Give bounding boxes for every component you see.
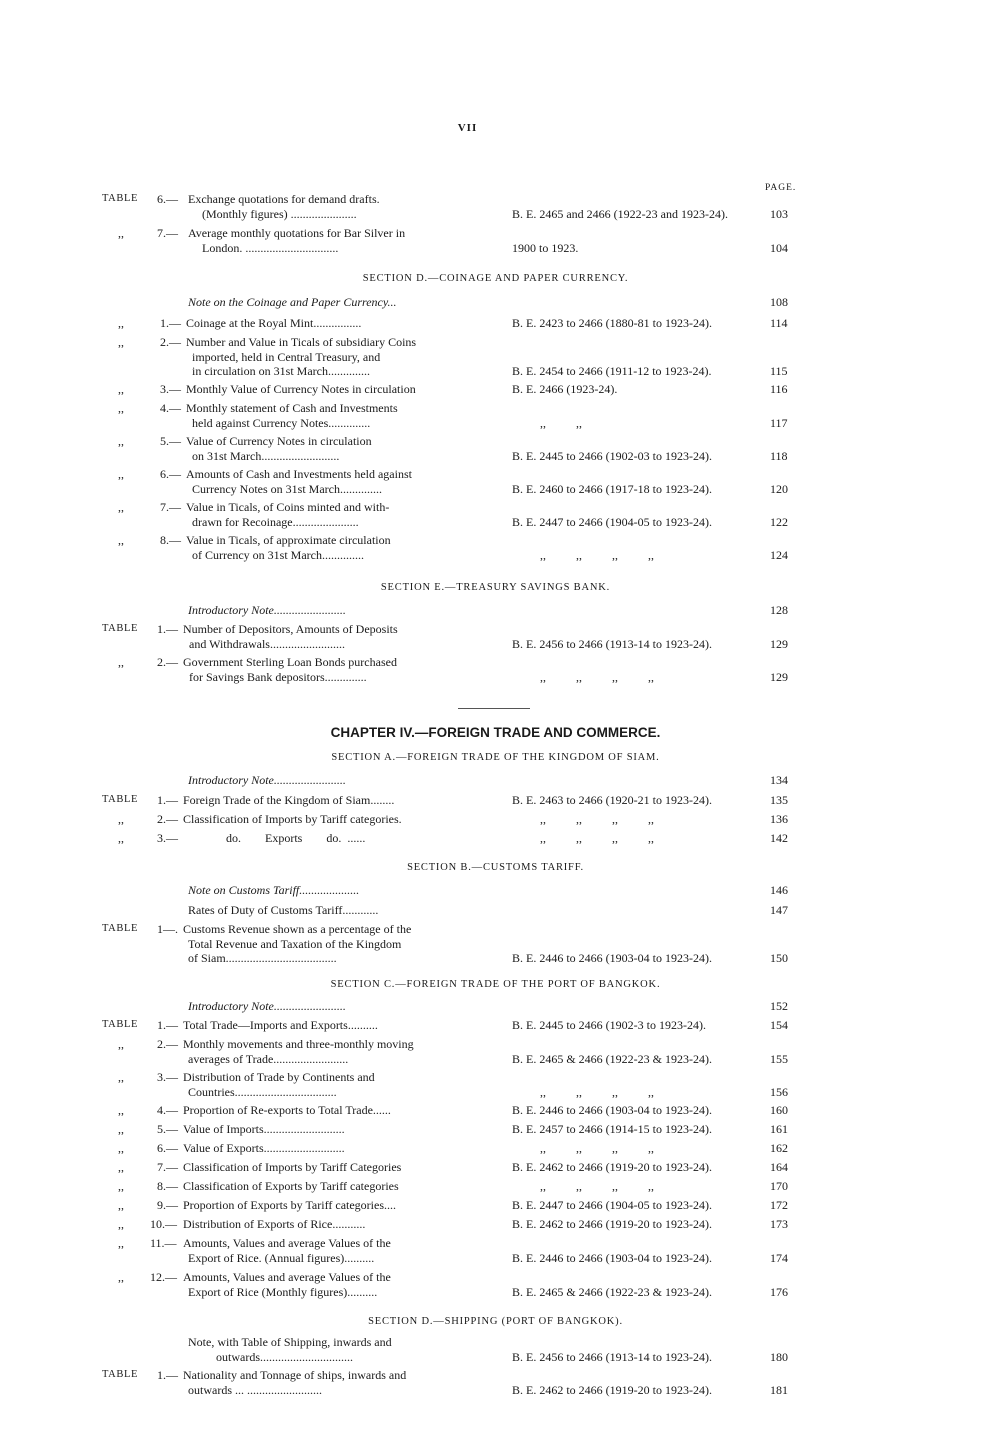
table-label: TABLE — [102, 1019, 138, 1030]
table-label: ,, — [118, 1037, 124, 1051]
table-label: ,, — [118, 1179, 124, 1193]
entry-number: 4.— — [160, 401, 181, 415]
entry-description: Value in Ticals, of approximate circulation of Currency on 31st March.............. — [186, 533, 391, 562]
section-heading: SECTION A.—FOREIGN TRADE OF THE KINGDOM OF SIAM. — [331, 752, 660, 763]
entry-page: 181 — [770, 1383, 788, 1397]
entry-period: B. E. 2446 to 2466 (1903-04 to 1923-24). — [512, 1251, 712, 1265]
entry-description: Classification of Imports by Tariff categories. — [183, 812, 402, 826]
entry-period: B. E. 2465 and 2466 (1922-23 and 1923-24). — [512, 207, 728, 221]
page-number: VII — [457, 122, 478, 134]
entry-number: 11.— — [150, 1236, 177, 1250]
entry-description: Rates of Duty of Customs Tariff............ — [188, 903, 379, 917]
table-label: ,, — [118, 1217, 124, 1231]
entry-description: Proportion of Exports by Tariff categories.... — [183, 1198, 397, 1212]
table-label: ,, — [118, 316, 124, 330]
entry-period: B. E. 2465 & 2466 (1922-23 & 1923-24). — [512, 1052, 712, 1066]
entry-description: Amounts of Cash and Investments held against Currency Notes on 31st March.............. — [186, 467, 412, 496]
table-label: ,, — [118, 226, 124, 240]
entry-description: Classification of Imports by Tariff Categories — [183, 1160, 402, 1174]
entry-description: Number of Depositors, Amounts of Deposits and Withdrawals......................... — [183, 622, 398, 651]
entry-number: 1.— — [157, 1368, 178, 1382]
entry-period: ,, ,, ,, ,, — [540, 1141, 654, 1155]
entry-page: 129 — [770, 637, 788, 651]
entry-page: 124 — [770, 548, 788, 562]
entry-number: 12.— — [150, 1270, 177, 1284]
entry-page: 152 — [770, 999, 788, 1013]
entry-page: 164 — [770, 1160, 788, 1174]
entry-page: 136 — [770, 812, 788, 826]
entry-number: 1.— — [157, 622, 178, 636]
entry-description: Monthly movements and three-monthly moving averages of Trade......................... — [183, 1037, 414, 1066]
entry-number: 8.— — [160, 533, 181, 547]
table-label: ,, — [118, 1198, 124, 1212]
entry-period: B. E. 2466 (1923-24). — [512, 382, 618, 396]
table-label: ,, — [118, 1236, 124, 1250]
entry-period: B. E. 2445 to 2466 (1902-03 to 1923-24). — [512, 449, 712, 463]
section-heading: SECTION D.—SHIPPING (PORT OF BANGKOK). — [368, 1316, 623, 1327]
entry-period: B. E. 2456 to 2466 (1913-14 to 1923-24). — [512, 637, 712, 651]
entry-period: B. E. 2423 to 2466 (1880-81 to 1923-24). — [512, 316, 712, 330]
table-label: ,, — [118, 533, 124, 547]
entry-page: 120 — [770, 482, 788, 496]
table-label: ,, — [118, 401, 124, 415]
entry-number: 5.— — [160, 434, 181, 448]
table-label: ,, — [118, 1070, 124, 1084]
section-divider — [458, 708, 530, 709]
entry-number: 1.— — [160, 316, 181, 330]
entry-description: Exchange quotations for demand drafts. (Monthly figures) ...................... — [188, 192, 380, 221]
entry-description: Total Trade—Imports and Exports.......... — [183, 1018, 378, 1032]
entry-description: Customs Revenue shown as a percentage of the Total Revenue and Taxation of the Kingdom of Siam..................................... — [183, 922, 412, 965]
table-label: ,, — [118, 467, 124, 481]
entry-period: ,, ,, ,, ,, — [540, 1085, 654, 1099]
table-label: ,, — [118, 382, 124, 396]
entry-period: B. E. 2447 to 2466 (1904-05 to 1923-24). — [512, 1198, 712, 1212]
entry-page: 116 — [770, 382, 788, 396]
entry-page: 115 — [770, 364, 788, 378]
entry-description: Introductory Note........................ — [188, 999, 346, 1013]
entry-page: 172 — [770, 1198, 788, 1212]
entry-page: 150 — [770, 951, 788, 965]
entry-description: do. Exports do. ...... — [226, 831, 366, 845]
entry-page: 147 — [770, 903, 788, 917]
entry-page: 155 — [770, 1052, 788, 1066]
entry-description: Amounts, Values and average Values of the Export of Rice (Monthly figures).......... — [183, 1270, 391, 1299]
section-heading: SECTION D.—COINAGE AND PAPER CURRENCY. — [362, 273, 629, 284]
entry-period: 1900 to 1923. — [512, 241, 579, 255]
entry-number: 2.— — [157, 812, 178, 826]
entry-description: Nationality and Tonnage of ships, inwards and outwards ... ......................... — [183, 1368, 407, 1397]
entry-period: ,, ,, — [540, 416, 582, 430]
entry-page: 129 — [770, 670, 788, 684]
entry-period: B. E. 2446 to 2466 (1903-04 to 1923-24). — [512, 951, 712, 965]
entry-description: Monthly Value of Currency Notes in circulation — [186, 382, 416, 396]
entry-description: Value in Ticals, of Coins minted and with- drawn for Recoinage...................... — [186, 500, 390, 529]
entry-period: B. E. 2463 to 2466 (1920-21 to 1923-24). — [512, 793, 712, 807]
entry-number: 3.— — [160, 382, 181, 396]
entry-description: Foreign Trade of the Kingdom of Siam........ — [183, 793, 395, 807]
entry-period: ,, ,, ,, ,, — [540, 812, 654, 826]
entry-number: 6.— — [157, 192, 178, 206]
entry-period: B. E. 2457 to 2466 (1914-15 to 1923-24). — [512, 1122, 712, 1136]
entry-description: Value of Imports........................... — [183, 1122, 345, 1136]
entry-description: Note, with Table of Shipping, inwards and outwards............................... — [188, 1335, 392, 1364]
entry-page: 117 — [770, 416, 788, 430]
entry-number: 7.— — [157, 1160, 178, 1174]
table-label: ,, — [118, 1122, 124, 1136]
entry-number: 2.— — [157, 1037, 178, 1051]
entry-number: 1.— — [157, 793, 178, 807]
entry-page: 160 — [770, 1103, 788, 1117]
entry-description: Coinage at the Royal Mint................ — [186, 316, 362, 330]
entry-page: 180 — [770, 1350, 788, 1364]
entry-period: B. E. 2462 to 2466 (1919-20 to 1923-24). — [512, 1383, 712, 1397]
table-label: ,, — [118, 1270, 124, 1284]
entry-description: Distribution of Exports of Rice........... — [183, 1217, 366, 1231]
table-label: ,, — [118, 831, 124, 845]
entry-period: B. E. 2460 to 2466 (1917-18 to 1923-24). — [512, 482, 712, 496]
entry-number: 3.— — [157, 1070, 178, 1084]
entry-page: 146 — [770, 883, 788, 897]
entry-description: Introductory Note........................ — [188, 603, 346, 617]
entry-description: Proportion of Re-exports to Total Trade...... — [183, 1103, 391, 1117]
chapter-title: CHAPTER IV.—FOREIGN TRADE AND COMMERCE. — [330, 725, 661, 740]
entry-period: B. E. 2445 to 2466 (1902-3 to 1923-24). — [512, 1018, 706, 1032]
entry-description: Classification of Exports by Tariff categories — [183, 1179, 399, 1193]
entry-description: Distribution of Trade by Continents and Countries.................................. — [183, 1070, 375, 1099]
table-label: ,, — [118, 500, 124, 514]
entry-page: 122 — [770, 515, 788, 529]
section-heading: SECTION C.—FOREIGN TRADE OF THE PORT OF BANGKOK. — [330, 979, 661, 990]
entry-description: Number and Value in Ticals of subsidiary Coins imported, held in Central Treasury, and in circulation on 31st March.............. — [186, 335, 417, 378]
entry-description: Amounts, Values and average Values of the Export of Rice. (Annual figures).......... — [183, 1236, 391, 1265]
entry-page: 161 — [770, 1122, 788, 1136]
entry-page: 142 — [770, 831, 788, 845]
table-label: ,, — [118, 434, 124, 448]
entry-period: B. E. 2465 & 2466 (1922-23 & 1923-24). — [512, 1285, 712, 1299]
section-heading: SECTION E.—TREASURY SAVINGS BANK. — [380, 582, 611, 593]
entry-number: 6.— — [157, 1141, 178, 1155]
entry-page: 156 — [770, 1085, 788, 1099]
page-column-heading: PAGE. — [765, 183, 797, 193]
entry-number: 8.— — [157, 1179, 178, 1193]
entry-number: 6.— — [160, 467, 181, 481]
entry-number: 4.— — [157, 1103, 178, 1117]
table-label: ,, — [118, 1103, 124, 1117]
entry-number: 1.— — [157, 1018, 178, 1032]
entry-page: 134 — [770, 773, 788, 787]
entry-description: Government Sterling Loan Bonds purchased for Savings Bank depositors.............. — [183, 655, 397, 684]
entry-page: 174 — [770, 1251, 788, 1265]
entry-period: ,, ,, ,, ,, — [540, 1179, 654, 1193]
entry-period: ,, ,, ,, ,, — [540, 831, 654, 845]
entry-description: Value of Exports........................... — [183, 1141, 345, 1155]
entry-description: Note on the Coinage and Paper Currency... — [188, 295, 397, 309]
table-label: TABLE — [102, 923, 138, 934]
entry-description: Introductory Note........................ — [188, 773, 346, 787]
entry-description: Monthly statement of Cash and Investments held against Currency Notes.............. — [186, 401, 398, 430]
entry-page: 104 — [770, 241, 788, 255]
table-label: ,, — [118, 335, 124, 349]
entry-number: 1—. — [157, 922, 178, 936]
table-label: ,, — [118, 812, 124, 826]
entry-page: 170 — [770, 1179, 788, 1193]
entry-page: 114 — [770, 316, 788, 330]
entry-page: 162 — [770, 1141, 788, 1155]
entry-page: 103 — [770, 207, 788, 221]
entry-page: 118 — [770, 449, 788, 463]
table-label: TABLE — [102, 1369, 138, 1380]
entry-page: 176 — [770, 1285, 788, 1299]
entry-period: B. E. 2447 to 2466 (1904-05 to 1923-24). — [512, 515, 712, 529]
table-label: ,, — [118, 655, 124, 669]
entry-period: B. E. 2462 to 2466 (1919-20 to 1923-24). — [512, 1160, 712, 1174]
table-label: TABLE — [102, 193, 138, 204]
table-label: ,, — [118, 1160, 124, 1174]
entry-description: Note on Customs Tariff.................... — [188, 883, 360, 897]
entry-number: 5.— — [157, 1122, 178, 1136]
entry-number: 7.— — [157, 226, 178, 240]
entry-page: 128 — [770, 603, 788, 617]
entry-period: B. E. 2456 to 2466 (1913-14 to 1923-24). — [512, 1350, 712, 1364]
entry-description: Average monthly quotations for Bar Silver in London. ............................... — [188, 226, 406, 255]
entry-period: B. E. 2462 to 2466 (1919-20 to 1923-24). — [512, 1217, 712, 1231]
section-heading: SECTION B.—CUSTOMS TARIFF. — [407, 862, 584, 873]
table-label: TABLE — [102, 794, 138, 805]
entry-period: ,, ,, ,, ,, — [540, 670, 654, 684]
entry-period: B. E. 2454 to 2466 (1911-12 to 1923-24). — [512, 364, 712, 378]
entry-number: 9.— — [157, 1198, 178, 1212]
entry-number: 2.— — [160, 335, 181, 349]
entry-number: 7.— — [160, 500, 181, 514]
entry-number: 10.— — [150, 1217, 177, 1231]
entry-period: B. E. 2446 to 2466 (1903-04 to 1923-24). — [512, 1103, 712, 1117]
entry-period: ,, ,, ,, ,, — [540, 548, 654, 562]
table-label: TABLE — [102, 623, 138, 634]
entry-page: 135 — [770, 793, 788, 807]
entry-page: 173 — [770, 1217, 788, 1231]
entry-page: 108 — [770, 295, 788, 309]
table-label: ,, — [118, 1141, 124, 1155]
entry-number: 2.— — [157, 655, 178, 669]
entry-number: 3.— — [157, 831, 178, 845]
entry-description: Value of Currency Notes in circulation on 31st March.......................... — [186, 434, 372, 463]
entry-page: 154 — [770, 1018, 788, 1032]
